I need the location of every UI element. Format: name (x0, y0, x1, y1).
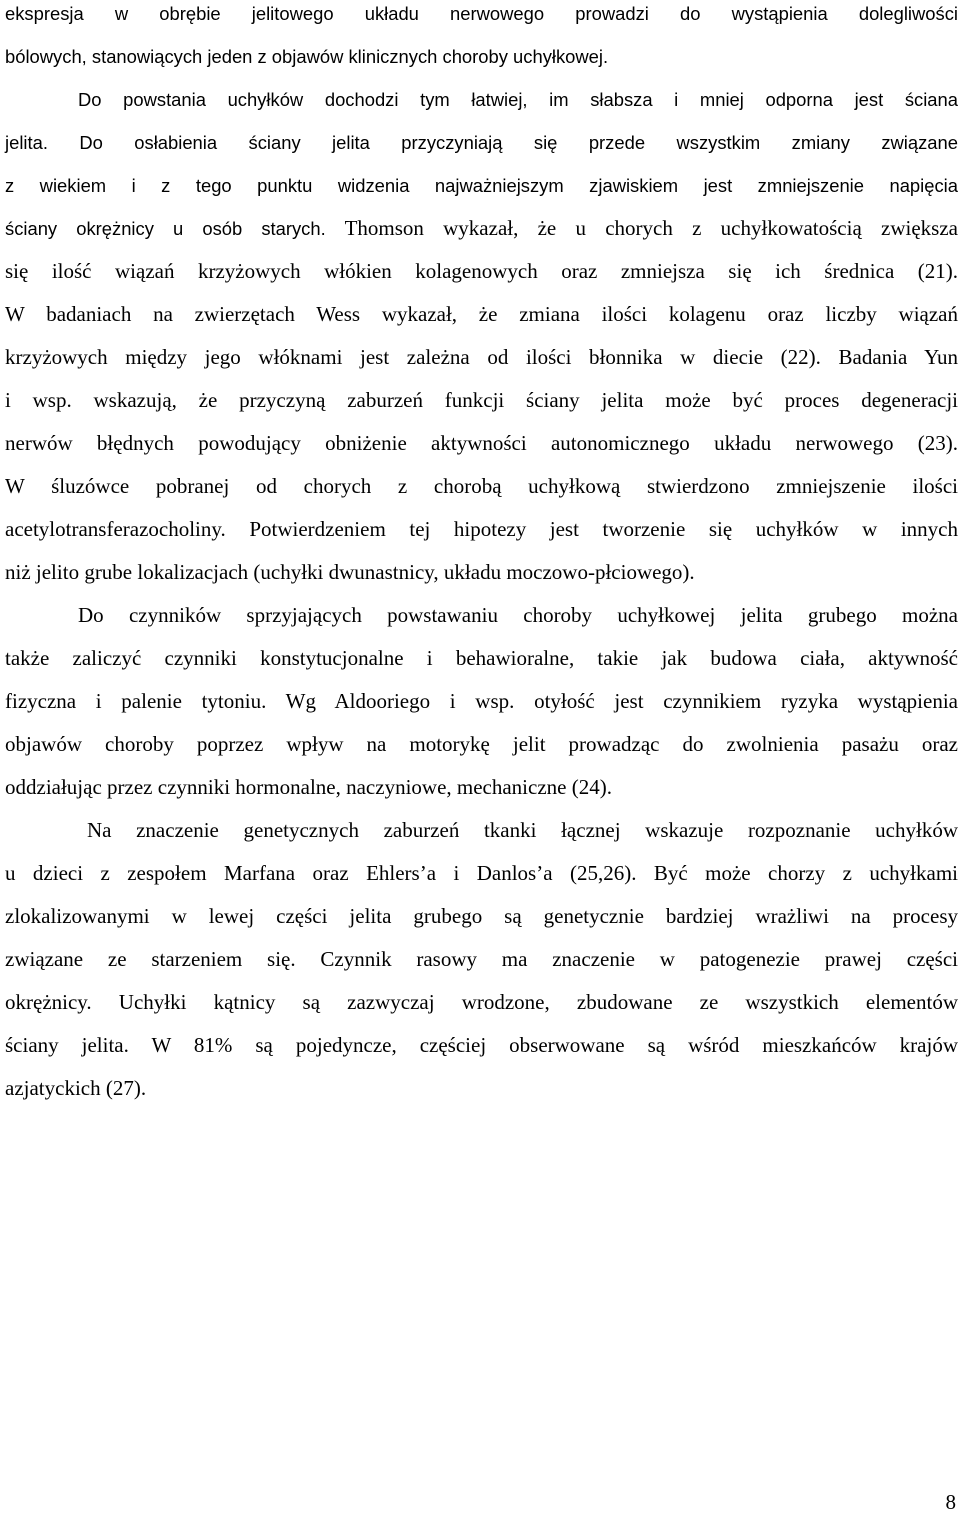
text-line: acetylotransferazocholiny. Potwierdzeniem tej hipotezy jest tworzenie się uchyłków w innych (5, 517, 958, 541)
text-line: ekspresja w obrębie jelitowego układu nerwowego prowadzi do wystąpienia dolegliwości (5, 3, 958, 24)
page-number: 8 (945, 1490, 956, 1514)
text-line: objawów choroby poprzez wpływ na motorykę jelit prowadząc do zwolnienia pasażu oraz (5, 732, 958, 756)
text-line: i wsp. wskazują, że przyczyną zaburzeń funkcji ściany jelita może być proces degeneracji (5, 388, 958, 412)
text-line: się ilość wiązań krzyżowych włókien kolagenowych oraz zmniejsza się ich średnica (21). (5, 259, 958, 283)
text-line: W śluzówce pobranej od chorych z chorobą uchyłkową stwierdzono zmniejszenie ilości (5, 474, 958, 498)
text-line: bólowych, stanowiących jeden z objawów klinicznych choroby uchyłkowej. (5, 46, 609, 67)
text-line: W badaniach na zwierzętach Wess wykazał, że zmiana ilości kolagenu oraz liczby wiązań (5, 302, 958, 326)
text-line (5, 207, 958, 250)
text-line: niż jelito grube lokalizacjach (uchyłki dwunastnicy, układu moczowo-płciowego). (5, 560, 695, 584)
text-line: nerwów błędnych powodujący obniżenie aktywności autonomicznego układu nerwowego (23). (5, 431, 958, 455)
text-segment: Thomson wykazał, że u chorych z uchyłkowatością zwiększa (325, 216, 958, 240)
text-segment: ściany okrężnicy u osób starych. (5, 218, 326, 239)
paragraph-first-line: Do czynników sprzyjających powstawaniu choroby uchyłkowej jelita grubego można (78, 603, 958, 627)
text-line: okrężnicy. Uchyłki kątnicy są zazwyczaj wrodzone, zbudowane ze wszystkich elementów (5, 990, 958, 1014)
text-line: z wiekiem i z tego punktu widzenia najważniejszym zjawiskiem jest zmniejszenie napięcia (5, 175, 958, 196)
text-line: ściany jelita. W 81% są pojedyncze, częściej obserwowane są wśród mieszkańców krajów (5, 1033, 958, 1057)
text-line: także zaliczyć czynniki konstytucjonalne i behawioralne, takie jak budowa ciała, aktywność (5, 646, 958, 670)
text-line: zlokalizowanymi w lewej części jelita grubego są genetycznie bardziej wrażliwi na procesy (5, 904, 958, 928)
paragraph-first-line: Na znaczenie genetycznych zaburzeń tkanki łącznej wskazuje rozpoznanie uchyłków (87, 818, 958, 842)
text-line: oddziałując przez czynniki hormonalne, naczyniowe, mechaniczne (24). (5, 775, 612, 799)
text-line: u dzieci z zespołem Marfana oraz Ehlers’a i Danlos’a (25,26). Być może chorzy z uchyłkami (5, 861, 958, 885)
text-line: fizyczna i palenie tytoniu. Wg Aldooriego i wsp. otyłość jest czynnikiem ryzyka wystąpienia (5, 689, 958, 713)
text-line: związane ze starzeniem się. Czynnik rasowy ma znaczenie w patogenezie prawej części (5, 947, 958, 971)
text-line: jelita. Do osłabienia ściany jelita przyczyniają się przede wszystkim zmiany związane (5, 132, 958, 153)
text-line: krzyżowych między jego włóknami jest zależna od ilości błonnika w diecie (22). Badania Yun (5, 345, 958, 369)
paragraph-first-line: Do powstania uchyłków dochodzi tym łatwiej, im słabsza i mniej odporna jest ściana (78, 89, 958, 110)
text-line: azjatyckich (27). (5, 1076, 147, 1100)
